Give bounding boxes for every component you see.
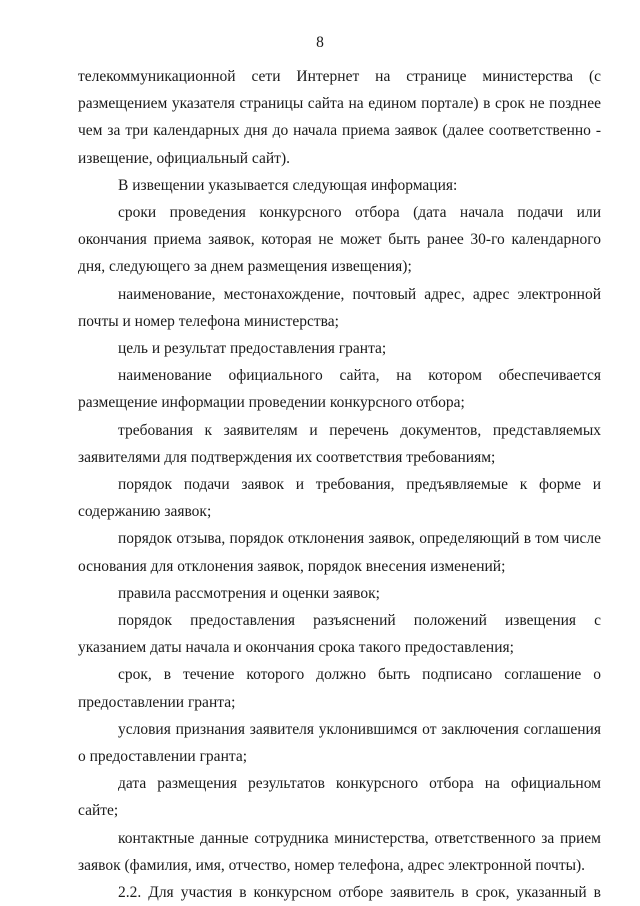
- list-item-submission-procedure: порядок подачи заявок и требования, предъявляемые к форме и содержанию заявок;: [78, 476, 601, 521]
- list-item-applicant-requirements: требования к заявителям и перечень документов, представляемых заявителями для подтверждения их соответствия требованиям;: [78, 421, 601, 466]
- list-item-official-site: наименование официального сайта, на котором обеспечивается размещение информации проведении конкурсного отбора;: [78, 367, 601, 412]
- list-item-selection-dates: сроки проведения конкурсного отбора (дата начала подачи или окончания приема заявок, которая не может быть ранее 30-го календарного дня, следующего за днем размещения извещения);: [78, 204, 601, 276]
- list-item-grant-purpose: цель и результат предоставления гранта;: [118, 340, 387, 358]
- paragraph-notice-intro: В извещении указывается следующая информация:: [118, 176, 458, 194]
- list-item-staff-contacts: контактные данные сотрудника министерства, ответственного за прием заявок (фамилия, имя, отчество, номер телефона, адрес электронной почты).: [78, 829, 601, 874]
- list-item-clarification-procedure: порядок предоставления разъяснений положений извещения с указанием даты начала и окончания срока такого предоставления;: [78, 612, 601, 657]
- list-item-ministry-contacts: наименование, местонахождение, почтовый адрес, адрес электронной почты и номер телефона министерства;: [78, 285, 601, 330]
- list-item-withdrawal-procedure: порядок отзыва, порядок отклонения заявок, определяющий в том числе основания для отклонения заявок, порядок внесения изменений;: [78, 530, 601, 575]
- document-body: [78, 63, 601, 906]
- page-number: 8: [316, 34, 324, 51]
- list-item-evasion-conditions: условия признания заявителя уклонившимся от заключения соглашения о предоставлении гранта;: [78, 720, 601, 766]
- list-item-agreement-deadline: срок, в течение которого должно быть подписано соглашение о предоставлении гранта;: [78, 666, 601, 711]
- paragraph-continuation: телекоммуникационной сети Интернет на странице министерства (с размещением указателя страницы сайта на едином портале) в срок не позднее чем за три календарных дня до начала приема заявок (далее соответственно - извещение, официальный сайт).: [78, 68, 601, 167]
- list-item-review-rules: правила рассмотрения и оценки заявок;: [118, 584, 380, 602]
- list-item-results-date: дата размещения результатов конкурсного отбора на официальном сайте;: [78, 775, 601, 820]
- paragraph-section-2-2: 2.2. Для участия в конкурсном отборе заявитель в срок, указанный в: [118, 884, 601, 902]
